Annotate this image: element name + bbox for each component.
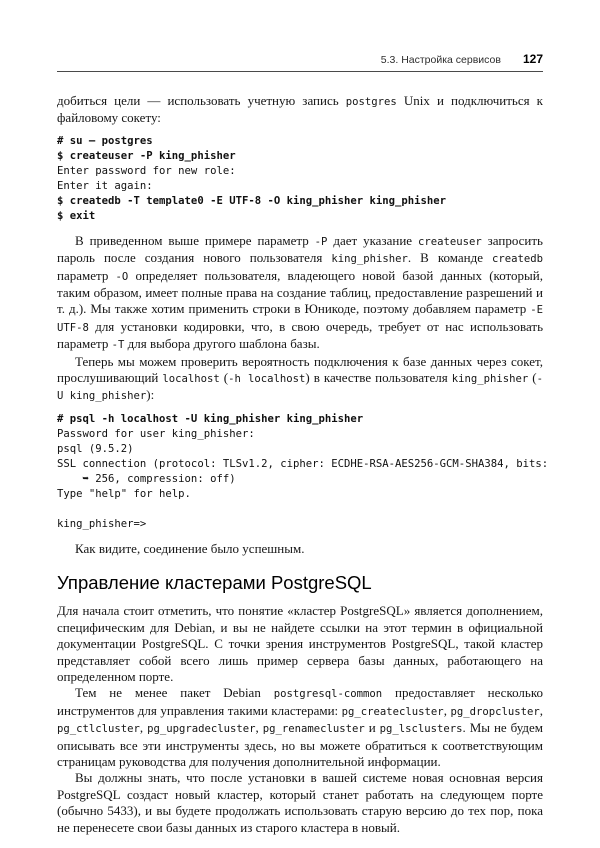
inline-code: -O <box>115 270 129 283</box>
inline-code: localhost <box>162 373 220 386</box>
inline-code: -P <box>314 235 328 248</box>
text-run: Для начала стоит отметить, что понятие «кластер PostgreSQL» является дополнением, специфическим для Debian, и вы не найдете ссылки на этот термин в официальной документации PostgreSQL. С точки зрения инструментов PostgreSQL, такой кластер представляет собой всего лишь пример сервера базы данных, работающего на определенном порте. <box>57 603 543 684</box>
code-block <box>57 134 543 224</box>
code-block <box>57 412 549 532</box>
code-output-line: Password for user king_phisher: <box>57 427 255 440</box>
code-output-line <box>57 502 543 517</box>
text-run: . Мы не будем описывать все эти инструменты здесь, но вы можете обратиться к соответствующим страницам руководства для получения дополнительной информации. <box>57 720 544 769</box>
paragraph <box>57 233 543 354</box>
text-run: для установки кодировки, что, в свою очередь, требует от нас использовать параметр <box>57 318 543 352</box>
text-run: добиться цели — использовать учетную запись <box>57 93 346 108</box>
code-output-line: SSL connection (protocol: TLSv1.2, cipher: ECDHE-RSA-AES256-GCM-SHA384, bits: <box>57 457 549 470</box>
paragraph <box>57 603 543 685</box>
text-run: , <box>255 720 263 736</box>
inline-code: createuser <box>417 235 482 248</box>
text-run: параметр <box>57 267 116 283</box>
paragraph <box>57 685 543 770</box>
page-number: 127 <box>522 52 543 66</box>
code-output-line: Enter it again: <box>57 179 153 192</box>
text-run: ): <box>146 387 155 403</box>
code-command-line: # su — postgres <box>57 134 153 147</box>
text-run: ( <box>528 370 537 386</box>
inline-code: pg_createcluster <box>341 705 444 718</box>
text-run: определяет пользователя, владеющего новой базой данных (который, таким образом, имеет полные права на создание таблиц, предоставление разрешений и т. д.). Мы также хотим применить строки в Юникоде, поэтому добавляем параметр <box>57 267 543 317</box>
inline-code: -E UTF-8 <box>57 304 543 334</box>
code-output-line: king_phisher=> <box>57 517 147 530</box>
code-command-line: $ createuser -P king_phisher <box>57 149 236 162</box>
text-run: Как видите, соединение было успешным. <box>75 540 305 556</box>
inline-code: pg_lsclusters <box>379 723 463 736</box>
paragraph <box>57 541 543 557</box>
text-run: Теперь мы можем проверить вероятность подключения к базе данных через сокет, прослушивающий <box>57 353 543 386</box>
inline-code: -h localhost <box>228 373 306 386</box>
inline-code: postgres <box>345 96 397 108</box>
code-command-line: $ exit <box>57 209 96 222</box>
inline-code: pg_renamecluster <box>262 723 365 736</box>
inline-code: -U king_phisher <box>57 373 543 403</box>
inline-code: -T <box>111 339 125 352</box>
text-run: ) в качестве пользователя <box>305 370 452 386</box>
text-run: , <box>139 720 148 736</box>
code-output-line: Type "help" for help. <box>57 487 191 500</box>
code-output-line: psql (9.5.2) <box>57 442 134 455</box>
text-run: Unix и подключиться к файловому сокету: <box>57 93 543 126</box>
paragraph <box>57 770 543 836</box>
inline-code: king_phisher <box>451 373 529 386</box>
running-head-section-title: 5.3. Настройка сервисов <box>380 54 501 66</box>
paragraph <box>57 93 543 127</box>
text-run: , <box>443 702 451 718</box>
text-run: дает указание <box>327 232 418 248</box>
code-output-line: Enter password for new role: <box>57 164 236 177</box>
inline-code: pg_upgradecluster <box>147 723 256 736</box>
code-command-line: # psql -h localhost -U king_phisher king_phisher <box>57 412 364 425</box>
text-run: Вы должны знать, что после установки в вашей системе новая основная версия PostgreSQL создаст новый кластер, который станет работать на следующем порте (обычно 5433), и вы будете продолжать использовать старую версию до тех пор, пока не перенесете свои базы данных из старого кластера в новый. <box>57 770 543 835</box>
code-output-line: ➥ 256, compression: off) <box>57 472 236 485</box>
inline-code: pg_ctlcluster <box>57 723 140 736</box>
text-run: . В команде <box>407 250 492 266</box>
page-content <box>57 93 549 836</box>
text-run: ( <box>219 370 229 386</box>
section-heading: Управление кластерами PostgreSQL <box>57 572 372 594</box>
code-command-line: $ createdb -T template0 -E UTF-8 -O king_phisher king_phisher <box>57 194 447 207</box>
running-head <box>57 52 543 72</box>
text-run: Тем не менее пакет Debian <box>75 685 274 701</box>
paragraph <box>57 354 543 405</box>
text-run: В приведенном выше примере параметр <box>75 232 315 248</box>
text-run: и <box>364 720 380 736</box>
inline-code: pg_dropcluster <box>450 705 540 718</box>
text-run: запросить пароль после создания нового пользователя <box>57 232 543 266</box>
inline-code: createdb <box>491 253 544 266</box>
text-run: для выбора другого шаблона базы. <box>124 336 320 352</box>
text-run: , <box>539 702 543 718</box>
text-run: предоставляет несколько инструментов для управления такими кластерами: <box>57 685 544 718</box>
inline-code: postgresql-common <box>273 688 383 701</box>
inline-code: king_phisher <box>331 253 408 266</box>
